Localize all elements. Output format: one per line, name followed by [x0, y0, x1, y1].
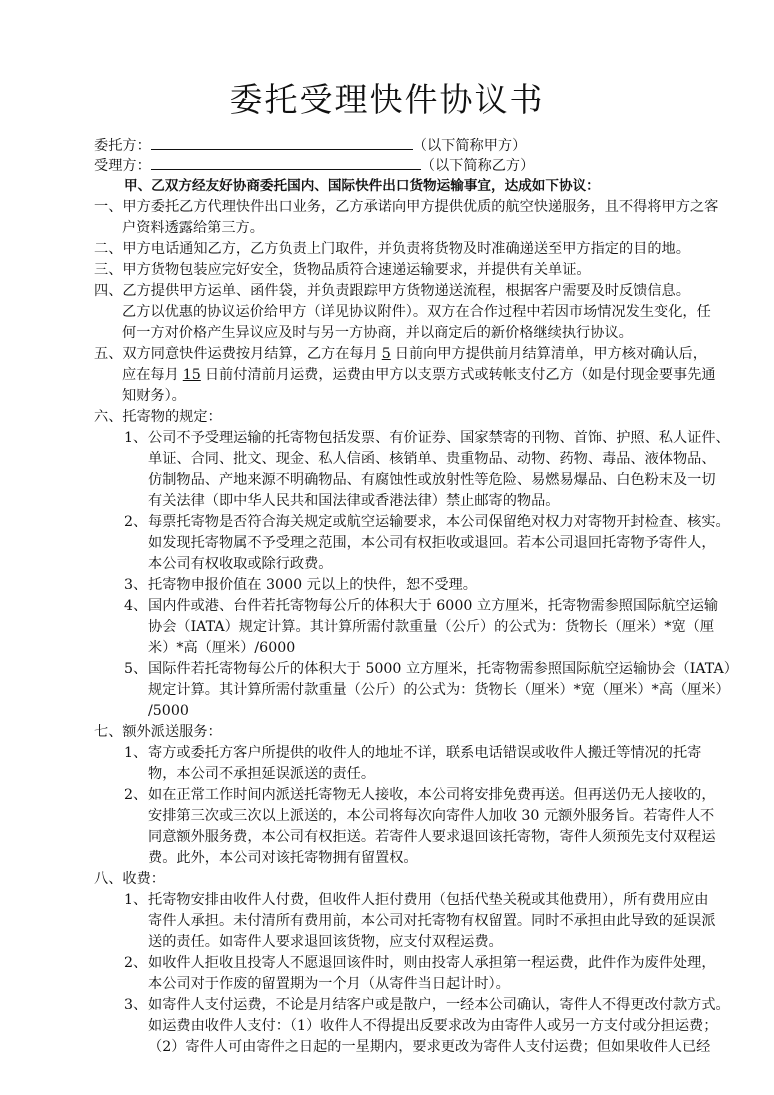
s6-item-3-number: 3、: [124, 577, 148, 593]
clause-5-text-d: 日前付清前月运费，运费由甲方以支票方式或转帐支付乙方（如是付现金要事先通: [204, 367, 716, 383]
section-7-heading: 七、额外派送服务：: [94, 724, 222, 740]
s6-item-1-number: 1、: [124, 430, 148, 446]
s6-item-5-number: 5、: [124, 661, 148, 677]
s6-item-1-line-2: 单证、合同、批文、现金、私人信函、核销单、贵重物品、动物、药物、毒品、液体物品、: [148, 451, 716, 467]
s7-item-2-line-3: 同意额外服务费，本公司有权拒送。若寄件人要求退回该托寄物，寄件人须预先支付双程运: [148, 829, 716, 845]
clause-4-line-2: 乙方以优惠的协议运价给甲方（详见协议附件）。双方在合作过程中若因市场情况发生变化，任: [122, 304, 711, 320]
s8-item-3-line-1: 如寄件人支付运费，不论是月结客户或是散户，一经本公司确认，寄件人不得更改付款方式。: [148, 997, 730, 1013]
s7-item-1-line-1: 寄方或委托方客户所提供的收件人的地址不详，联系电话错误或收件人搬迁等情况的托寄: [148, 745, 702, 761]
clause-5-text-a: 五、双方同意快件运费按月结算，乙方在每月: [94, 346, 378, 362]
s7-item-2-line-4: 费。此外，本公司对该托寄物拥有留置权。: [148, 850, 418, 866]
clause-1-line-2: 户资料透露给第三方。: [122, 220, 264, 236]
s6-item-4-line-3: 米）*高（厘米）/6000: [148, 640, 296, 656]
document-title: 委托受理快件协议书: [229, 80, 545, 119]
s7-item-2-line-1: 如在正常工作时间内派送托寄物无人接收，本公司将安排免费再送。但再送仍无人接收的，: [148, 787, 716, 803]
s6-item-1-line-3: 仿制物品、产地来源不明确物品、有腐蚀性或放射性等危险、易燃易爆品、白色粉末及一切: [148, 472, 716, 488]
s8-item-1-line-3: 送的责任。如寄件人要求退回该货物，应支付双程运费。: [148, 934, 503, 950]
s8-item-1-number: 1、: [124, 892, 148, 908]
clause-5-text-c: 应在每月: [122, 367, 179, 383]
s8-item-2-number: 2、: [124, 955, 148, 971]
clause-5-line-1: [94, 344, 707, 364]
s7-item-1-number: 1、: [124, 745, 148, 761]
client-label: 委托方：: [94, 138, 151, 154]
s7-item-1-line-2: 物，本公司不承担延误派送的责任。: [148, 766, 376, 782]
s6-item-2-line-3: 本公司有权收取或除行政费。: [148, 556, 333, 572]
s6-item-2-line-1: 每票托寄物是否符合海关规定或航空运输要求，本公司保留绝对权力对寄物开封检查、核实。: [148, 514, 730, 530]
s8-item-2-line-2: 本公司对于作废的留置期为一个月（从寄件当日起计时）。: [148, 976, 510, 992]
s6-item-5-line-1: 国际件若托寄物每公斤的体积大于 5000 立方厘米，托寄物需参照国际航空运输协会（IATA）: [148, 661, 738, 677]
agreement-intro: 甲、乙双方经友好协商委托国内、国际快件出口货物运输事宜，达成如下协议：: [124, 178, 600, 194]
s6-item-1-line-4: 有关法律（即中华人民共和国法律或香港法律）禁止邮寄的物品。: [148, 493, 560, 509]
client-party-line: [94, 134, 526, 154]
agent-party-line: [94, 154, 534, 174]
s8-item-1-line-1: 托寄物安排由收件人付费，但收件人拒付费用（包括代垫关税或其他费用），所有费用应由: [148, 892, 709, 908]
s8-item-2-line-1: 如收件人拒收且投寄人不愿退回该件时，则由投寄人承担第一程运费，此件作为废件处理，: [148, 955, 716, 971]
clause-2: 二、甲方电话通知乙方，乙方负责上门取件，并负责将货物及时准确递送至甲方指定的目的地。: [94, 241, 690, 257]
section-6-heading: 六、托寄物的规定：: [94, 409, 222, 425]
s7-item-2-line-2: 安排第三次或三次以上派送的，本公司将每次向寄件人加收 30 元额外服务旨。若寄件人不: [148, 808, 715, 824]
agent-suffix: （以下简称乙方）: [420, 158, 535, 174]
s6-item-2-number: 2、: [124, 514, 148, 530]
s6-item-3-line-1: 托寄物申报价值在 3000 元以上的快件，恕不受理。: [148, 577, 477, 593]
clause-5-text-b: 日前向甲方提供前月结算清单，甲方核对确认后，: [394, 346, 707, 362]
agent-name-blank[interactable]: [151, 154, 421, 170]
s8-item-3-number: 3、: [124, 997, 148, 1013]
s6-item-4-number: 4、: [124, 598, 148, 614]
settlement-day-2: 15: [182, 367, 201, 383]
clause-4-line-3: 何一方对价格产生异议应及时与另一方协商，并以商定后的新价格继续执行协议。: [122, 325, 633, 341]
client-suffix: （以下简称甲方）: [412, 138, 527, 154]
clause-4-line-1: 四、乙方提供甲方运单、函件袋，并负责跟踪甲方货物递送流程，根据客户需要及时反馈信息。: [94, 283, 690, 299]
clause-5-line-2: [122, 365, 716, 385]
s6-item-1-line-1: 公司不予受理运输的托寄物包括发票、有价证券、国家禁寄的刊物、首饰、护照、私人证件、: [148, 430, 730, 446]
s8-item-1-line-2: 寄件人承担。未付清所有费用前，本公司对托寄物有权留置。同时不承担由此导致的延误派: [148, 913, 716, 929]
s8-item-3-line-3: （2）寄件人可由寄件之日起的一星期内，要求更改为寄件人支付运费；但如果收件人已经: [148, 1039, 711, 1055]
s6-item-5-line-2: 规定计算。其计算所需付款重量（公斤）的公式为：货物长（厘米）*宽（厘米）*高（厘米）: [148, 682, 730, 698]
settlement-day-1: 5: [381, 346, 391, 362]
client-name-blank[interactable]: [151, 134, 413, 150]
s6-item-4-line-1: 国内件或港、台件若托寄物每公斤的体积大于 6000 立方厘米，托寄物需参照国际航空运输: [148, 598, 719, 614]
clause-5-line-3: 知财务）。: [122, 388, 186, 404]
s7-item-2-number: 2、: [124, 787, 148, 803]
s6-item-5-line-3: /5000: [148, 703, 189, 719]
s6-item-4-line-2: 协会（IATA）规定计算。其计算所需付款重量（公斤）的公式为：货物长（厘米）*宽（厘: [148, 619, 715, 635]
clause-1-line-1: 一、甲方委托乙方代理快件出口业务，乙方承诺向甲方提供优质的航空快递服务，且不得将甲方之客: [94, 199, 719, 215]
section-8-heading: 八、收费：: [94, 871, 165, 887]
agent-label: 受理方：: [94, 158, 151, 174]
s6-item-2-line-2: 如发现托寄物属不予受理之范围，本公司有权拒收或退回。若本公司退回托寄物予寄件人，: [148, 535, 716, 551]
clause-3: 三、甲方货物包装应完好安全，货物品质符合速递运输要求，并提供有关单证。: [94, 262, 591, 278]
s8-item-3-line-2: 如运费由收件人支付：（1）收件人不得提出反要求改为由寄件人或另一方支付或分担运费；: [148, 1018, 718, 1034]
